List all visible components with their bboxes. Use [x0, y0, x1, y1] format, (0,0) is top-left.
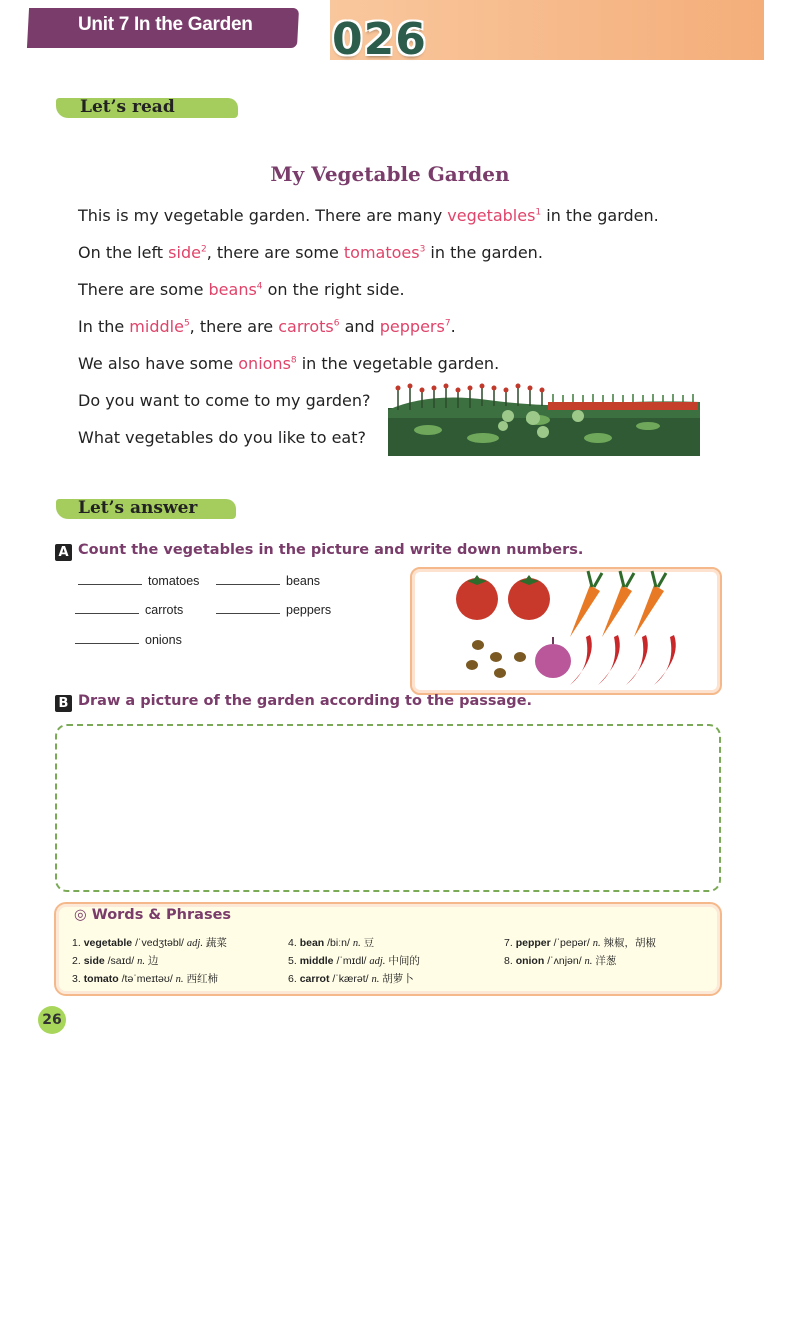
bullet-circle-icon: ◎	[74, 907, 87, 923]
lets-answer-heading: Let’s answer	[78, 498, 198, 518]
word-item: 6. carrot /ˈkærət/ n. 胡萝卜	[288, 973, 414, 985]
question-a-badge: A	[55, 544, 72, 561]
story-line-7: What vegetables do you like to eat?	[78, 428, 366, 447]
story-line-4: In the middle$^5$, there are carrots$^6$ and peppers$^7$.	[78, 317, 456, 336]
bean-icon	[466, 640, 526, 678]
carrot-icon	[602, 571, 634, 637]
drawing-area[interactable]	[55, 724, 721, 892]
word-item: 4. bean /biːn/ n. 豆	[288, 937, 375, 949]
words-phrases-title: ◎ Words & Phrases	[74, 907, 232, 923]
tomato-icon	[456, 575, 498, 620]
pepper-icon	[570, 635, 676, 685]
blank-beans[interactable]: beans	[216, 574, 320, 588]
question-a	[55, 542, 583, 561]
story-line-3: There are some beans$^4$ on the right side.	[78, 280, 405, 299]
story-line-2: On the left side$^2$, there are some tomatoes$^3$ in the garden.	[78, 243, 543, 262]
garden-illustration	[388, 378, 700, 456]
question-a-text: Count the vegetables in the picture and write down numbers.	[78, 542, 584, 558]
question-b-badge: B	[55, 695, 72, 712]
blank-peppers[interactable]: peppers	[216, 603, 331, 617]
blank-onions[interactable]: onions	[75, 633, 182, 647]
unit-title: Unit 7 In the Garden	[78, 14, 253, 35]
story-title: My Vegetable Garden	[270, 162, 510, 186]
tomato-icon	[508, 575, 550, 620]
blank-tomatoes[interactable]: tomatoes	[78, 574, 199, 588]
story-line-5: We also have some onions$^8$ in the vegetable garden.	[78, 354, 500, 373]
word-item: 8. onion /ˈʌnjən/ n. 洋葱	[504, 955, 617, 967]
carrot-icon	[570, 571, 602, 637]
carrot-icon	[634, 571, 666, 637]
question-b-text: Draw a picture of the garden according to the passage.	[78, 693, 533, 709]
page-number: 26	[38, 1006, 66, 1034]
word-item: 2. side /saɪd/ n. 边	[72, 955, 159, 967]
vegetable-picture	[410, 567, 722, 695]
word-item: 7. pepper /ˈpepər/ n. 辣椒，胡椒	[504, 937, 657, 949]
story-line-6: Do you want to come to my garden?	[78, 391, 371, 410]
blank-carrots[interactable]: carrots	[75, 603, 183, 617]
lets-read-heading: Let’s read	[80, 97, 175, 117]
word-item: 5. middle /ˈmɪdl/ adj. 中间的	[288, 955, 420, 967]
word-item: 3. tomato /təˈmeɪtəʊ/ n. 西红柿	[72, 973, 218, 985]
story-line-1: This is my vegetable garden. There are many vegetables$^1$ in the garden.	[78, 206, 659, 225]
day-number: 026	[332, 14, 427, 65]
question-b	[55, 693, 532, 712]
word-item: 1. vegetable /ˈvedʒtəbl/ adj. 蔬菜	[72, 937, 227, 949]
onion-icon	[535, 637, 571, 678]
